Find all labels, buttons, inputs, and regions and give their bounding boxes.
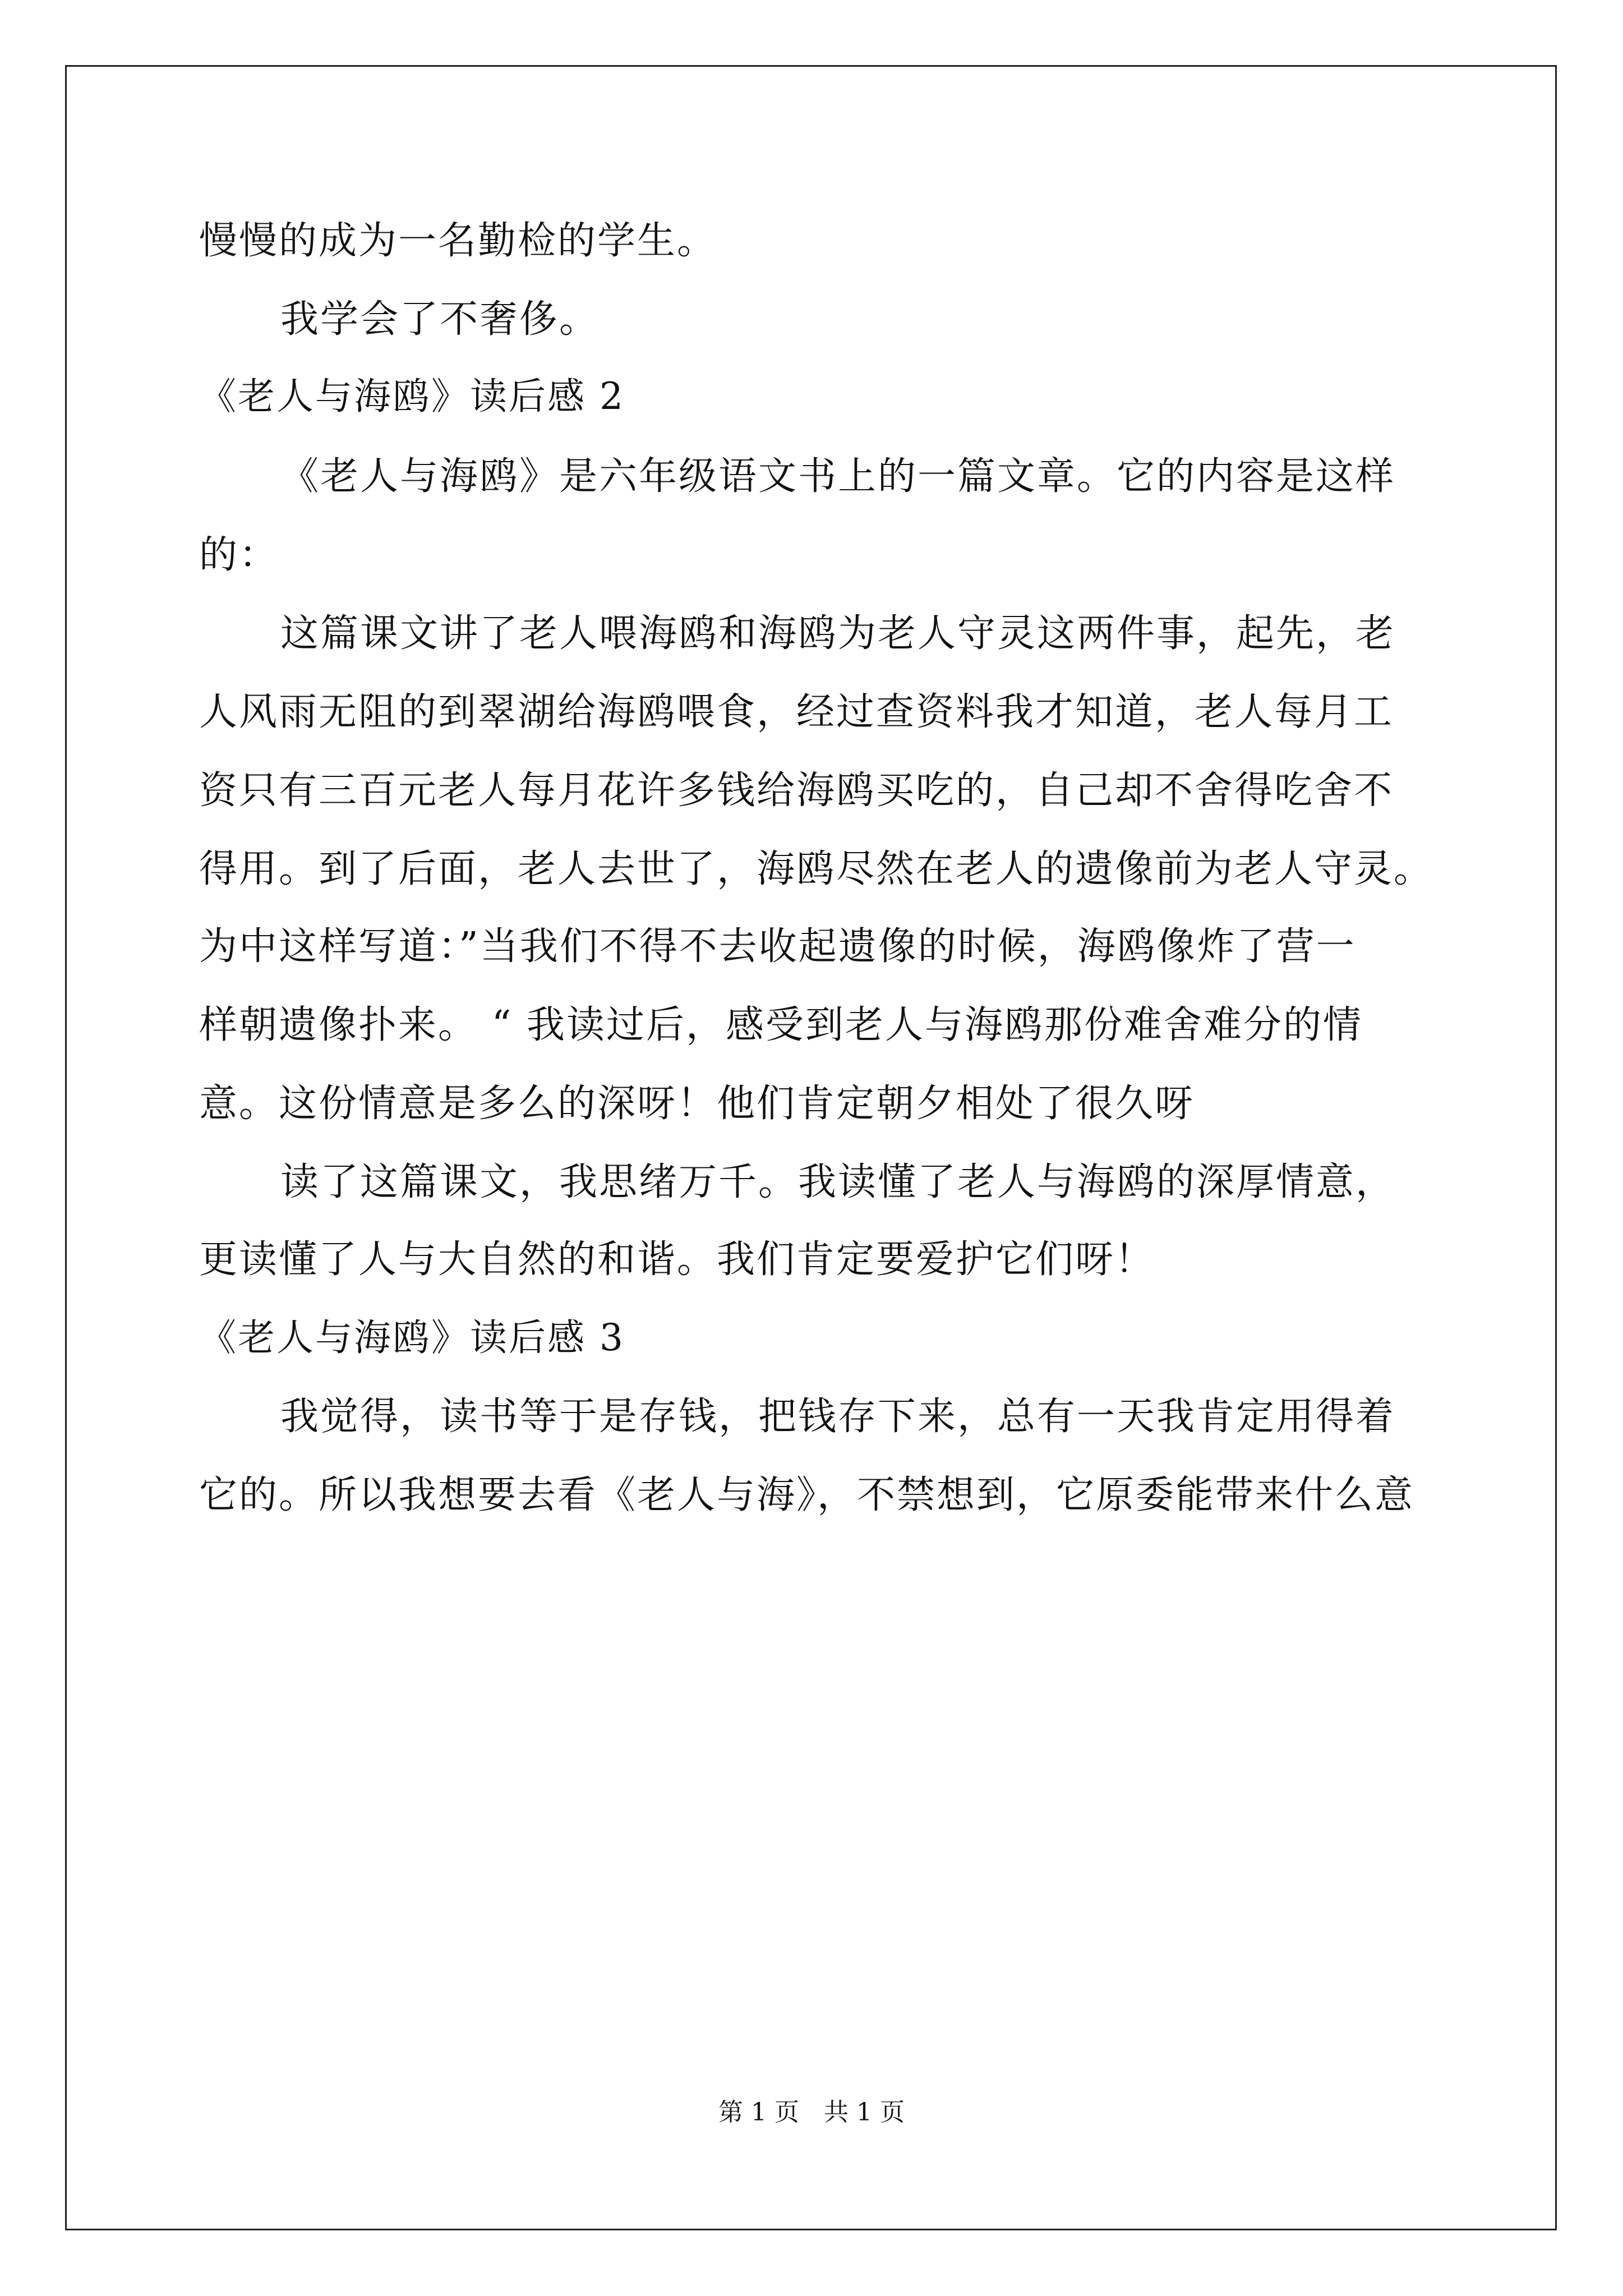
text-line: 更读懂了人与大自然的和谐。我们肯定要爱护它们呀！ bbox=[199, 1237, 1155, 1282]
text-line: 资只有三百元老人每月花许多钱给海鸥买吃的，自己却不舍得吃舍不 bbox=[199, 769, 1394, 813]
text-line: 读了这篇课文，我思绪万千。我读懂了老人与海鸥的深厚情意， bbox=[280, 1160, 1396, 1204]
section-heading: 《老人与海鸥》读后感 2 bbox=[199, 375, 625, 418]
text-line: 这篇课文讲了老人喂海鸥和海鸥为老人守灵这两件事，起先，老 bbox=[280, 611, 1396, 656]
text-line: 样朝遗像扑来。 “ 我读过后，感受到老人与海鸥那份难舍难分的情 bbox=[199, 1003, 1363, 1047]
text-line: 它的。所以我想要去看《老人与海》，不禁想到，它原委能带来什么意 bbox=[199, 1473, 1415, 1517]
text-line: 《老人与海鸥》是六年级语文书上的一篇文章。它的内容是这样 bbox=[280, 454, 1396, 499]
text-line: 我觉得，读书等于是存钱，把钱存下来，总有一天我肯定用得着 bbox=[280, 1395, 1396, 1439]
text-line: 人风雨无阻的到翠湖给海鸥喂食，经过查资料我才知道，老人每月工 bbox=[199, 690, 1394, 734]
text-line: 意。这份情意是多么的深呀！他们肯定朝夕相处了很久呀 bbox=[199, 1082, 1195, 1126]
text-line: 慢慢的成为一名勤检的学生。 bbox=[199, 219, 717, 263]
text-line: 为中这样写道：”当我们不得不去收起遗像的时候，海鸥像炸了营一 bbox=[199, 924, 1356, 969]
text-line: 我学会了不奢侈。 bbox=[280, 297, 600, 342]
text-line: 的： bbox=[199, 533, 279, 577]
page-number-footer: 第 1 页 共 1 页 bbox=[718, 2098, 905, 2127]
section-heading: 《老人与海鸥》读后感 3 bbox=[199, 1316, 625, 1359]
text-line: 得用。到了后面，老人去世了，海鸥尽然在老人的遗像前为老人守灵。 bbox=[199, 847, 1434, 891]
